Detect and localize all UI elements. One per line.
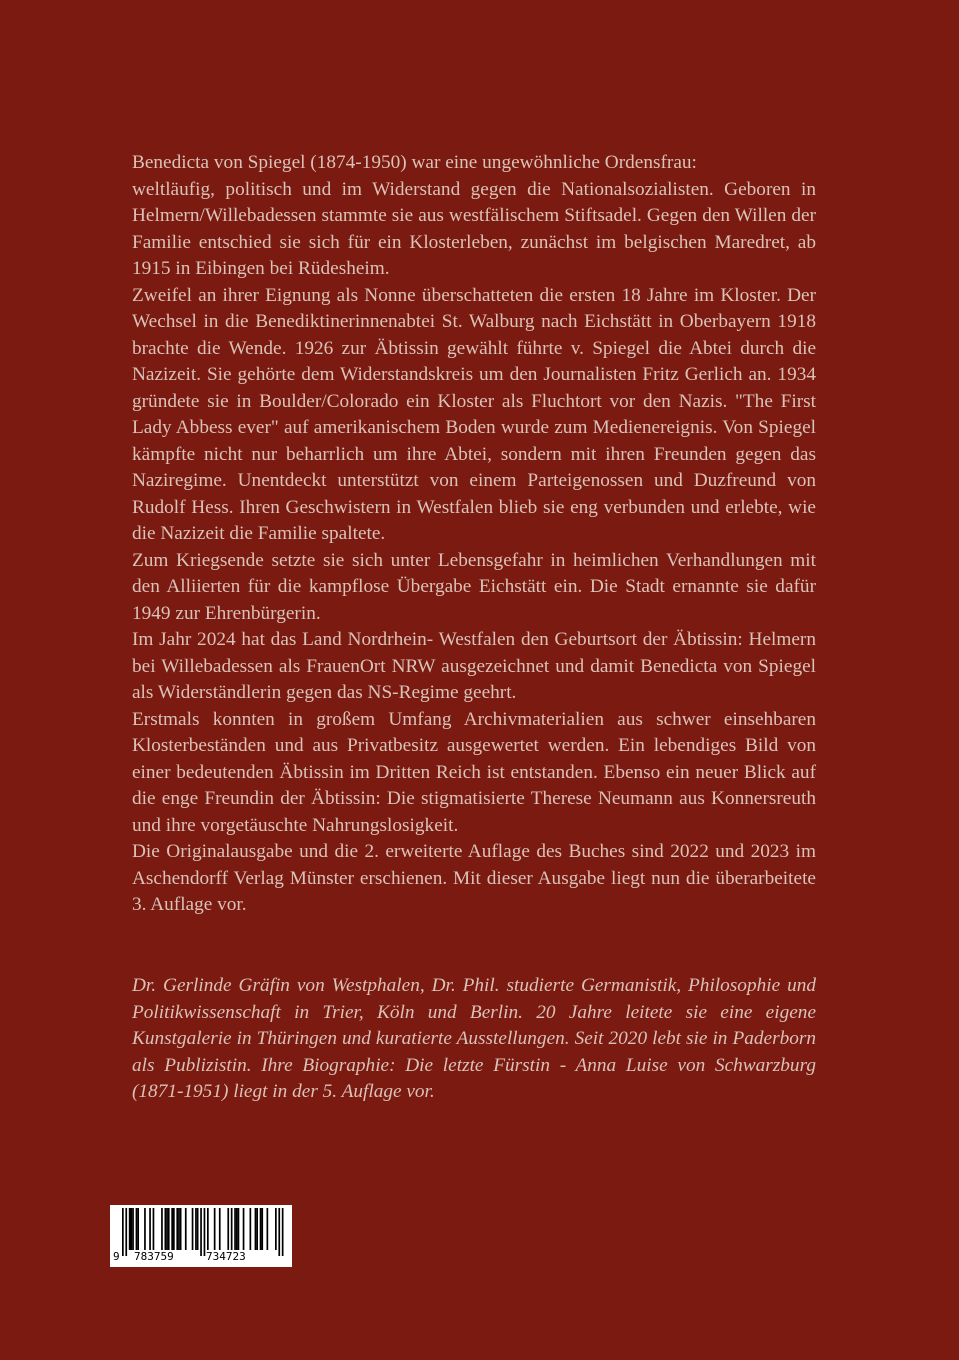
barcode-bar [192,1208,194,1250]
barcode-bar [261,1208,263,1250]
barcode-bar [137,1208,139,1250]
barcode-bar [214,1208,216,1250]
barcode-bar [282,1208,284,1256]
barcode-bar [176,1208,178,1250]
barcode-digit-group-2: 734723 [206,1250,246,1263]
barcode-bar [197,1208,199,1250]
barcode-bar [200,1208,202,1256]
barcode-bar [122,1208,124,1256]
barcode-bar [260,1208,262,1250]
barcode-bar [149,1208,151,1250]
barcode-bar [278,1208,280,1256]
blurb-paragraph-5: Erstmals konnten in großem Umfang Archivmaterialien aus schwer einsehbaren Klosterbeständen und aus Privatbesitz ausgewertet werden. Ein lebendiges Bild von einer bedeutenden Äbtissin im Dritten Reich ist entstanden. Ebenso ein neuer Blick auf die enge Freundin der Äbtissin: Die stigmatisierte Therese Neumann aus Konnersreuth und ihre vorgetäuschte Nahrungslosigkeit. [132,708,816,836]
barcode-bar [219,1208,221,1250]
isbn-barcode [110,1205,292,1267]
author-bio: Dr. Gerlinde Gräfin von Westphalen, Dr. Phil. studierte Germanistik, Philosophie und Politikwissenschaft in Trier, Köln und Berlin. 20 Jahre leitete sie eine eigene Kunstgalerie in Thüringen und kuratierte Ausstellungen. Seit 2020 lebt sie in Paderborn als Publizistin. Ihre Biographie: Die letzte Fürstin - Anna Luise von Schwarzburg (1871-1951) liegt in der 5. Auflage vor. [132,975,816,1102]
barcode-bar [243,1208,245,1250]
barcode-bar [168,1208,170,1250]
barcode-digit-group-1: 783759 [134,1250,174,1263]
barcode-bar [255,1208,257,1250]
blurb-paragraph-1-line-1: Benedicta von Spiegel (1874-1950) war eine ungewöhnliche Ordensfrau: [132,152,697,173]
barcode-bar [166,1208,168,1250]
barcode-bar [204,1208,206,1256]
barcode-bar [144,1208,146,1250]
barcode-bar [238,1208,240,1250]
barcode-bar [165,1208,167,1250]
barcode-digit-first: 9 [113,1250,120,1263]
barcode-bar [185,1208,187,1250]
barcode-bar [153,1208,155,1250]
blurb-paragraph-4: Im Jahr 2024 hat das Land Nordrhein- Westfalen den Geburtsort der Äbtissin: Helmern bei Willebadessen als FrauenOrt NRW ausgezeichnet und damit Benedicta von Spiegel als Widerständlerin gegen das NS-Regime geehrt. [132,629,816,703]
barcode-bar [171,1208,173,1250]
barcode-bar [129,1208,131,1250]
barcode-bar [180,1208,182,1250]
barcode-bar [132,1208,134,1250]
blurb-paragraph-1: weltläufig, politisch und im Widerstand gegen die Nationalsozialisten. Geboren in Helmern/Willebadessen stammte sie aus westfälischem Stiftsadel. Gegen den Willen der Familie entschied sie sich für ein Klosterleben, zunächst im belgischen Maredret, ab 1915 in Eibingen bei Rüdesheim. [132,178,816,279]
barcode-bar [236,1208,238,1250]
barcode-bar [267,1208,269,1250]
blurb-paragraph-3: Zum Kriegsende setzte sie sich unter Lebensgefahr in heimlichen Verhandlungen mit den Alliierten für die kampflose Übergabe Eichstätt ein. Die Stadt ernannte sie dafür 1949 zur Ehrenbürgerin. [132,549,816,624]
back-cover-blurb [132,150,816,919]
barcode-bar [227,1208,229,1250]
barcode-bar [161,1208,163,1250]
barcode-bar [256,1208,258,1250]
barcode-bar [250,1208,252,1250]
barcode-bar [178,1208,180,1250]
barcode-bar [231,1208,233,1250]
blurb-paragraph-6: Die Originalausgabe und die 2. erweiterte Auflage des Buches sind 2022 und 2023 im Aschendorff Verlag Münster erschienen. Mit dieser Ausgabe liegt nun die überarbeitete 3. Auflage vor. [132,841,816,915]
barcode-bar [234,1208,236,1250]
barcode-bar [136,1208,138,1250]
barcode-bar [131,1208,133,1250]
blurb-paragraph-2: Zweifel an ihrer Eignung als Nonne überschatteten die ersten 18 Jahre im Kloster. Der Wechsel in die Benediktinerinnenabtei St. Walburg nach Eichstätt in Oberbayern 1918 brachte die Wende. 1926 zur Äbtissin gewählt führte v. Spiegel die Abtei durch die Nazizeit. Sie gehörte dem Widerstandskreis um den Journalisten Fritz Gerlich an. 1934 gründete sie in Boulder/Colorado ein Kloster als Fluchtort vor den Nazis. "The First Lady Abbess ever" auf amerikanischem Boden wurde zum Medienereignis. Von Spiegel kämpfte nicht nur beharrlich um ihre Abtei, sondern mit ihren Freunden gegen das Naziregime. Unentdeckt unterstützt von einem Parteigenossen und Duzfreund von Rudolf Hess. Ihren Geschwistern in Westfalen blieb sie eng verbunden und erlebte, wie die Nazizeit die Familie spaltete. [132,284,816,544]
barcode-digits [110,1250,292,1266]
barcode-bar [173,1208,175,1250]
barcode-bar [195,1208,197,1250]
barcode-bar [275,1208,277,1250]
barcode-bar [207,1208,209,1250]
barcode-bar [125,1208,127,1256]
